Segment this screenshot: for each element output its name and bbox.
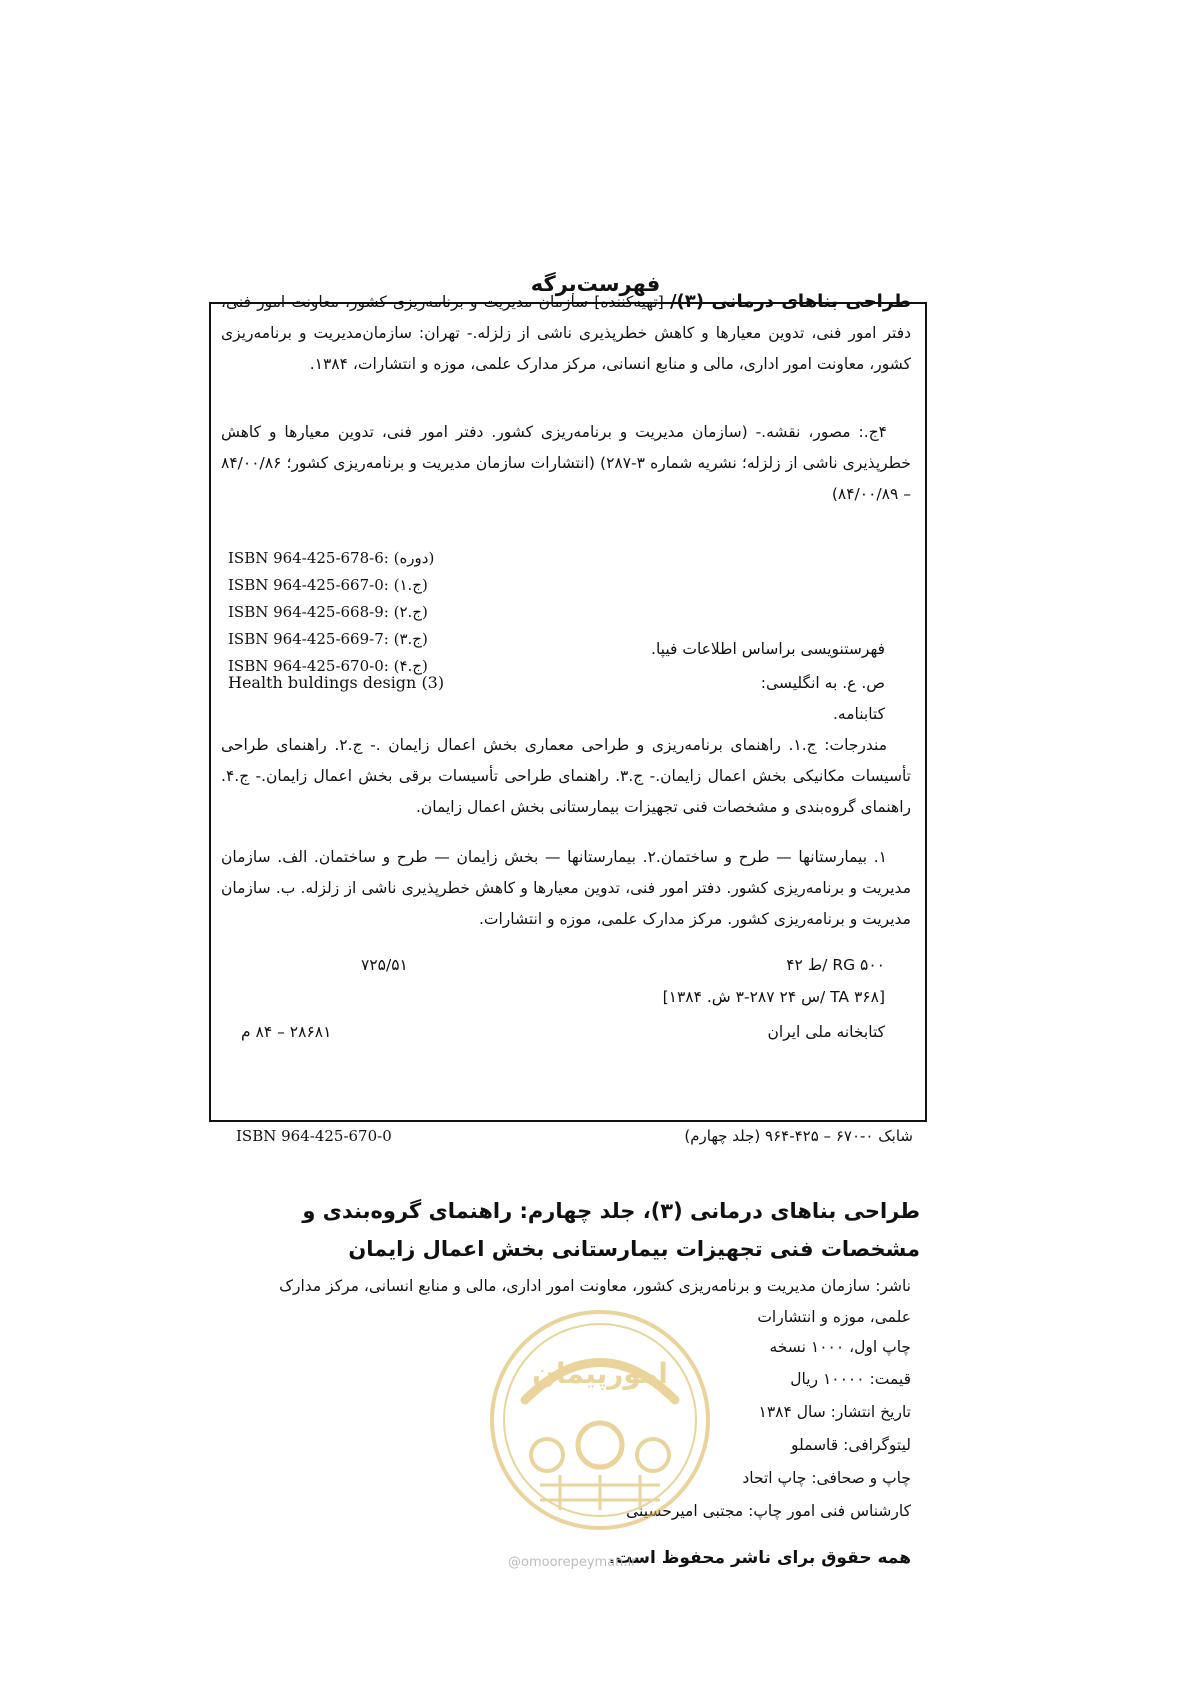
edition-line: چاپ اول، ۱۰۰۰ نسخه (769, 1338, 911, 1356)
contents-note: مندرجات: ج.۱. راهنمای برنامه‌ریزی و طراحی معماری بخش اعمال زایمان .- ج.۲. راهنمای طراحی تأسیسات مکانیکی بخش اعمال زایمان.- ج.۳. راهنمای طراحی تأسیسات برقی بخش اعمال زایمان.- ج.۴. راهنمای گروه‌بندی و مشخصات فنی تجهیزات بیمارستانی بخش اعمال زایمان. (221, 736, 911, 816)
watermark-url: @omoorepeyman.ir (508, 1555, 637, 1570)
lc-classification: RG ۵۰۰ /ط ۴۲ (786, 956, 885, 974)
catalog-main-entry (221, 286, 911, 380)
catalog-responsibility: [تهیه‌کننده] سازمان مدیریت و برنامه‌ریزی کشور، معاونت امور فنی، دفتر امور فنی، تدوین معیارها و کاهش خطرپذیری ناشی از زلزله.- تهران: سازمان‌مدیریت و برنامه‌ریزی کشور، معاونت امور اداری، مالی و منابع انسانی، مرکز مدارک علمی، موزه و انتشارات، ۱۳۸۴. (221, 293, 911, 373)
book-title: طراحی بناهای درمانی (۳)، جلد چهارم: راهنمای گروه‌بندی و مشخصات فنی تجهیزات بیمارستانی بخش اعمال زایمان (302, 1199, 920, 1261)
english-title-label: ص. ع. به انگلیسی: (760, 674, 885, 692)
catalog-heading: فهرست‌برگه (530, 272, 661, 296)
isbn-footer: ISBN 964-425-670-0 (236, 1127, 392, 1145)
seal-text: امورپیمان (532, 1357, 668, 1390)
lithography-line: لیتوگرافی: قاسملو (790, 1436, 911, 1454)
catalog-physical-description: ۴ج.: مصور، نقشه.- (سازمان مدیریت و برنامه‌ریزی کشور. دفتر امور فنی، تدوین معیارها و کاهش خطرپذیری ناشی از زلزله؛ نشریه شماره ۳-۲۸۷) (انتشارات سازمان مدیریت و برنامه‌ریزی کشور؛ ۸۴/۰۰/۸۶ – ۸۴/۰۰/۸۹) (221, 423, 911, 503)
isbn-entry: ISBN 964-425-678-6: (دوره) (228, 549, 435, 567)
isbn-list (228, 545, 434, 680)
english-title: Health buldings design (3) (228, 673, 445, 692)
price-line: قیمت: ۱۰۰۰۰ ریال (790, 1370, 911, 1388)
isbn-entry: ISBN 964-425-670-0: (ج.۴) (228, 657, 428, 675)
national-bibliography-number: ۲۸۶۸۱ – ۸۴ م (241, 1023, 332, 1041)
isbn-entry: ISBN 964-425-669-7: (ج.۳) (228, 630, 428, 648)
rights-line: همه حقوق برای ناشر محفوظ است. (608, 1548, 911, 1568)
isbn-entry: ISBN 964-425-667-0: (ج.۱) (228, 576, 428, 594)
call-detail: [TA ۳۶۸ /س ۲۴ ۲۸۷-۳ ش. ۱۳۸۴] (662, 988, 885, 1006)
subjects: ۱. بیمارستانها — طرح و ساختمان.۲. بیمارستانها — بخش زایمان — طرح و ساختمان. الف. سازمان مدیریت و برنامه‌ریزی کشور. دفتر امور فنی، تدوین معیارها و کاهش خطرپذیری ناشی از زلزله. ب. سازمان مدیریت و برنامه‌ریزی کشور. مرکز مدارک علمی، موزه و انتشارات. (221, 848, 911, 928)
fipa-note: فهرستنویسی براساس اطلاعات فیپا. (651, 640, 885, 658)
publication-date-line: تاریخ انتشار: سال ۱۳۸۴ (758, 1403, 911, 1421)
isbn-entry: ISBN 964-425-668-9: (ج.۲) (228, 603, 428, 621)
seal-grid-icon (540, 1475, 660, 1510)
bibliography-note: کتابنامه. (832, 705, 885, 723)
watermark-seal (485, 1305, 715, 1535)
dewey-number: ۷۲۵/۵۱ (361, 956, 408, 974)
seal-cog-icon (637, 1439, 669, 1471)
catalog-title: طراحی بناهای درمانی (۳)/ (669, 291, 911, 312)
print-expert-line: کارشناس فنی امور چاپ: مجتبی امیرحسینی (626, 1502, 911, 1520)
shabak-line: شابک ۰-۶۷۰ – ۴۲۵-۹۶۴ (جلد چهارم) (684, 1127, 913, 1145)
printing-line: چاپ و صحافی: چاپ اتحاد (742, 1469, 911, 1487)
catalog-card (209, 291, 927, 1122)
seal-scale-icon (531, 1439, 563, 1471)
national-library: کتابخانه ملی ایران (767, 1023, 885, 1041)
publisher-line: ناشر: سازمان مدیریت و برنامه‌ریزی کشور، معاونت امور اداری، مالی و منابع انسانی، مرکز مدارک علمی، موزه و انتشارات (279, 1277, 911, 1326)
seal-gear-icon (578, 1423, 622, 1467)
